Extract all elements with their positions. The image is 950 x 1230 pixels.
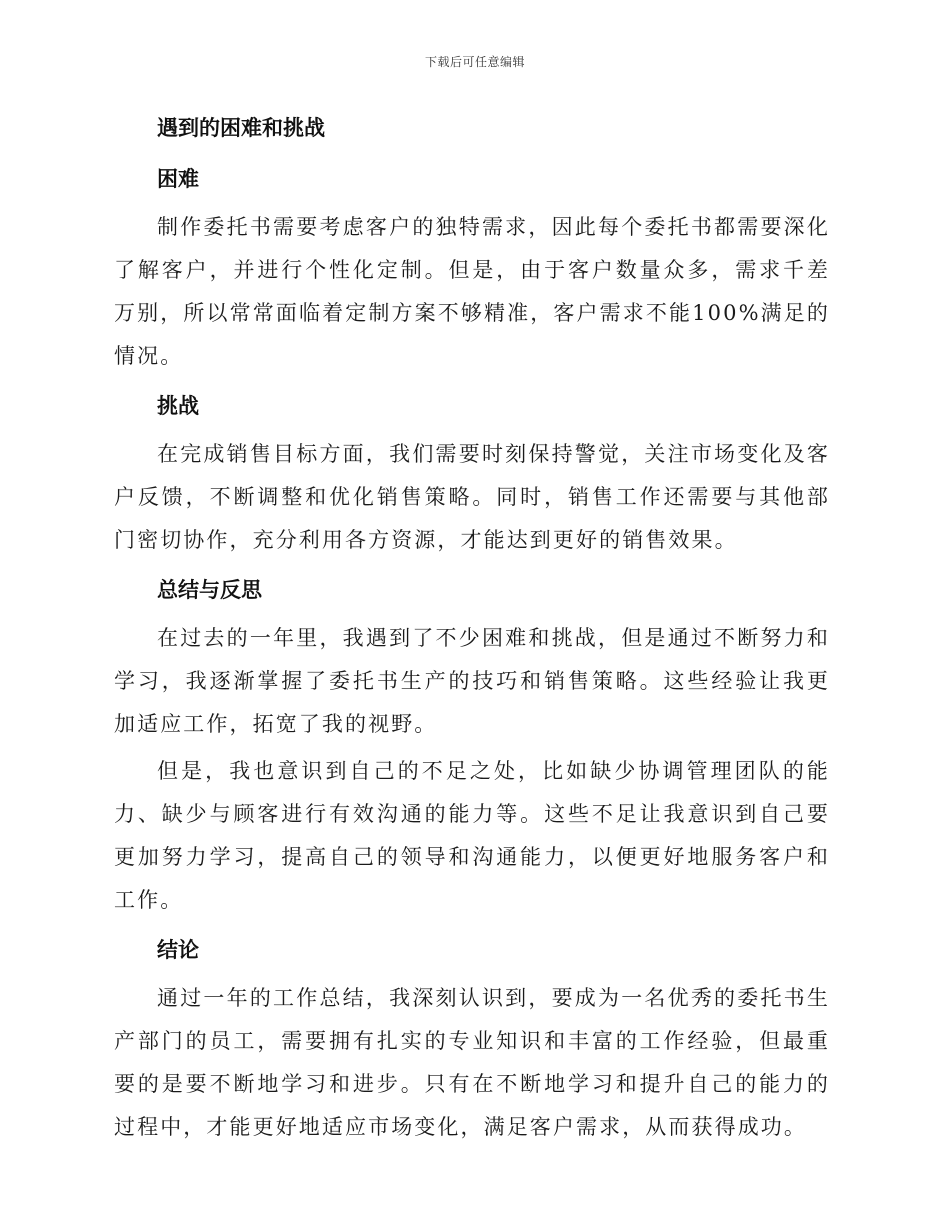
section-heading-challenges: 挑战 <box>157 393 199 418</box>
section-heading-summary-reflection: 总结与反思 <box>157 577 262 602</box>
page-header: 下载后可任意编辑 <box>424 55 525 69</box>
paragraph-challenges: 在完成销售目标方面，我们需要时刻保持警觉，关注市场变化及客户反馈，不断调整和优化销售策略。同时，销售工作还需要与其他部门密切协作，充分利用各方资源，才能达到更好的销售效果。 <box>114 442 830 552</box>
section-heading-difficulties-and-challenges: 遇到的困难和挑战 <box>157 115 325 140</box>
document-body <box>114 104 830 1153</box>
section-heading-difficulties: 困难 <box>157 166 199 191</box>
paragraph-summary-1: 在过去的一年里，我遇到了不少困难和挑战，但是通过不断努力和学习，我逐渐掌握了委托书生产的技巧和销售策略。这些经验让我更加适应工作，拓宽了我的视野。 <box>114 626 830 736</box>
paragraph-conclusion: 通过一年的工作总结，我深刻认识到，要成为一名优秀的委托书生产部门的员工，需要拥有扎实的专业知识和丰富的工作经验，但最重要的是要不断地学习和进步。只有在不断地学习和提升自己的能力的过程中，才能更好地适应市场变化，满足客户需求，从而获得成功。 <box>114 986 830 1139</box>
section-heading-conclusion: 结论 <box>157 937 199 962</box>
paragraph-difficulties: 制作委托书需要考虑客户的独特需求，因此每个委托书都需要深化了解客户，并进行个性化定制。但是，由于客户数量众多，需求千差万别，所以常常面临着定制方案不够精准，客户需求不能100%满足的情况。 <box>114 215 830 368</box>
paragraph-summary-2: 但是，我也意识到自己的不足之处，比如缺少协调管理团队的能力、缺少与顾客进行有效沟通的能力等。这些不足让我意识到自己要更加努力学习，提高自己的领导和沟通能力，以便更好地服务客户和工作。 <box>114 759 830 912</box>
